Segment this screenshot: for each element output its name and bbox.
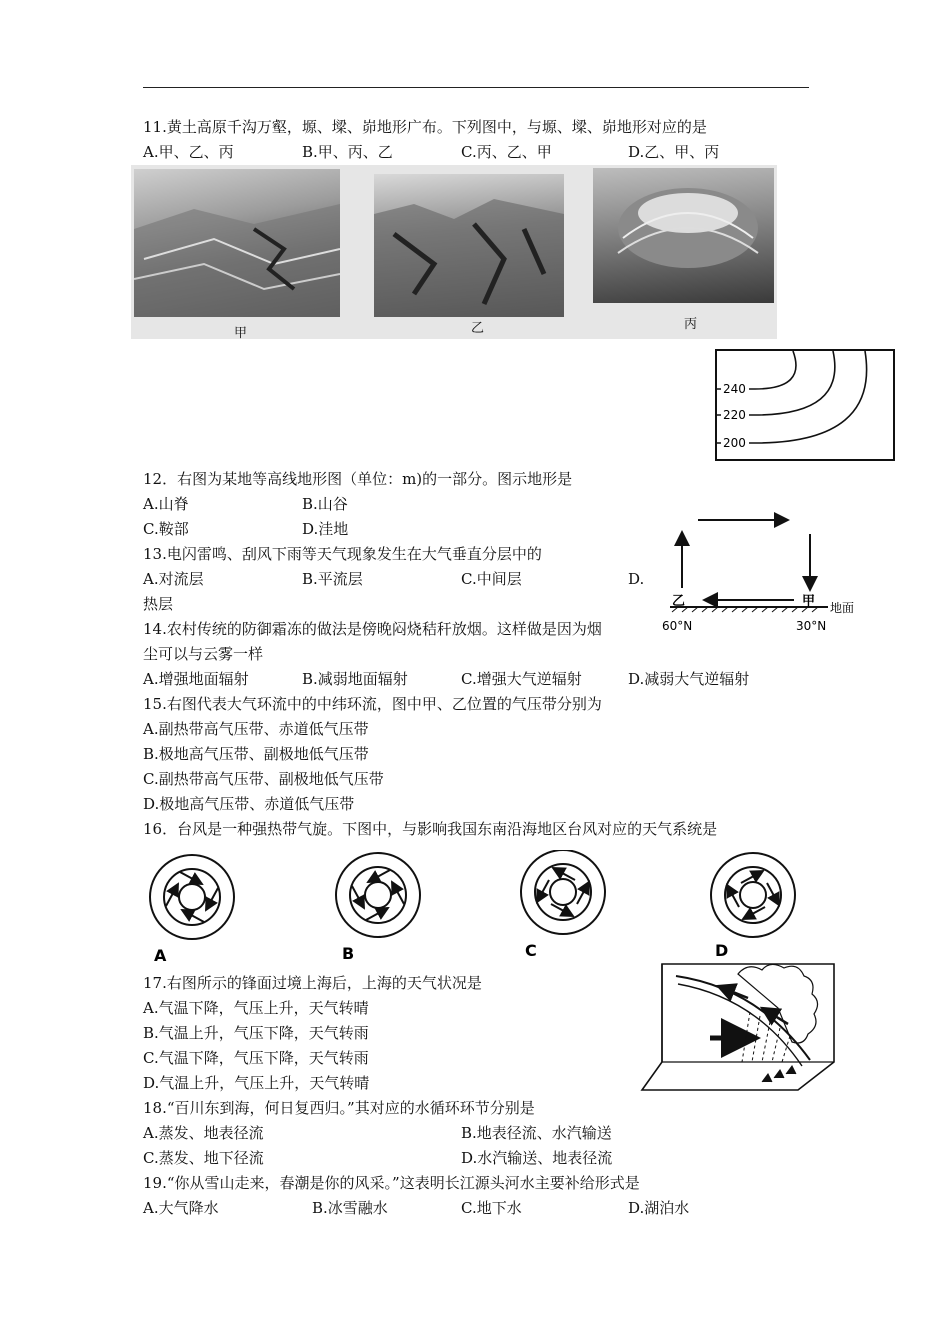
q18-option-c: C.蒸发、地下径流 (143, 1149, 264, 1167)
photo-bing (593, 168, 774, 303)
photo-label-bing: 丙 (684, 317, 698, 332)
contour-label-200: 200 (723, 436, 746, 450)
cyclone-b (336, 853, 420, 937)
contour-label-220: 220 (723, 408, 746, 422)
q18-option-b: B.地表径流、水汽输送 (461, 1124, 612, 1142)
cyclone-d (711, 853, 795, 937)
q11-option-a: A.甲、乙、丙 (143, 143, 234, 161)
q18-option-a: A.蒸发、地表径流 (143, 1124, 264, 1142)
q18-option-d: D.水汽输送、地表径流 (461, 1149, 613, 1167)
circulation-label-jia: 甲 (802, 594, 816, 609)
cyclone-label-d: D (715, 941, 729, 960)
contour-label-240: 240 (723, 382, 746, 396)
q13-option-a: A.对流层 (143, 570, 204, 588)
q13-option-d: D. (628, 570, 645, 588)
q17-option-a: A.气温下降，气压上升，天气转晴 (143, 999, 369, 1017)
cyclone-label-b: B (342, 944, 355, 963)
front-diagram (638, 962, 838, 1092)
q13-option-d-wrap: 热层 (143, 595, 174, 613)
q15-option-b: B.极地高气压带、副极地低气压带 (143, 745, 369, 763)
photo-jia (134, 169, 340, 317)
contour-map (715, 349, 895, 461)
q12-option-c: C.鞍部 (143, 520, 189, 538)
cyclone-a (150, 855, 234, 939)
q11-option-d: D.乙、甲、丙 (628, 143, 720, 161)
q15-stem: 15.右图代表大气环流中的中纬环流，图中甲、乙位置的气压带分别为 (143, 695, 602, 713)
q13-option-c: C.中间层 (461, 570, 522, 588)
header-rule (143, 87, 809, 88)
circulation-label-yi: 乙 (672, 594, 686, 609)
q15-option-c: C.副热带高气压带、副极地低气压带 (143, 770, 384, 788)
landform-photo-strip (131, 165, 777, 339)
circulation-diagram (660, 512, 866, 636)
q12-option-d: D.洼地 (302, 520, 349, 538)
q11-stem: 11.黄土高原千沟万壑，塬、墚、峁地形广布。下列图中，与塬、墚、峁地形对应的是 (143, 118, 707, 136)
q14-option-c: C.增强大气逆辐射 (461, 670, 582, 688)
circulation-lat-30n: 30°N (796, 619, 827, 633)
q12-option-b: B.山谷 (302, 495, 348, 513)
q17-stem: 17.右图所示的锋面过境上海后，上海的天气状况是 (143, 974, 482, 992)
q14-option-d: D.减弱大气逆辐射 (628, 670, 750, 688)
q14-option-a: A.增强地面辐射 (143, 670, 249, 688)
photo-yi (374, 174, 564, 317)
liang-landform-image (374, 174, 564, 317)
cyclone-c (521, 850, 605, 934)
q17-option-c: C.气温下降，气压下降，天气转雨 (143, 1049, 369, 1067)
mao-landform-image (593, 168, 774, 303)
q12-stem: 12．右图为某地等高线地形图（单位：m)的一部分。图示地形是 (143, 470, 573, 488)
q15-option-d: D.极地高气压带、赤道低气压带 (143, 795, 355, 813)
q12-option-a: A.山脊 (143, 495, 189, 513)
cyclone-diagrams (140, 850, 820, 965)
cyclone-label-a: A (154, 946, 167, 965)
q14-stem: 14.农村传统的防御霜冻的做法是傍晚闷烧秸秆放烟。这样做是因为烟 (143, 620, 602, 638)
q15-option-a: A.副热带高气压带、赤道低气压带 (143, 720, 369, 738)
q13-stem: 13.电闪雷鸣、刮风下雨等天气现象发生在大气垂直分层中的 (143, 545, 542, 563)
yuan-landform-image (134, 169, 340, 317)
cyclone-label-c: C (525, 941, 537, 960)
q19-option-c: C.地下水 (461, 1199, 522, 1217)
q19-stem: 19.“你从雪山走来，春潮是你的风采。”这表明长江源头河水主要补给形式是 (143, 1174, 640, 1192)
q18-stem: 18.“百川东到海，何日复西归。”其对应的水循环环节分别是 (143, 1099, 535, 1117)
circulation-ground-label: 地面 (830, 601, 855, 615)
q17-option-b: B.气温上升，气压下降，天气转雨 (143, 1024, 369, 1042)
photo-label-yi: 乙 (471, 321, 485, 336)
q17-option-d: D.气温上升，气压上升，天气转晴 (143, 1074, 370, 1092)
q19-option-b: B.冰雪融水 (312, 1199, 388, 1217)
q19-option-a: A.大气降水 (143, 1199, 219, 1217)
q14-option-b: B.减弱地面辐射 (302, 670, 408, 688)
circulation-lat-60n: 60°N (662, 619, 693, 633)
q19-option-d: D.湖泊水 (628, 1199, 690, 1217)
q11-option-b: B.甲、丙、乙 (302, 143, 393, 161)
q13-option-b: B.平流层 (302, 570, 363, 588)
q11-option-c: C.丙、乙、甲 (461, 143, 552, 161)
photo-label-jia: 甲 (234, 326, 248, 341)
q16-stem: 16．台风是一种强热带气旋。下图中，与影响我国东南沿海地区台风对应的天气系统是 (143, 820, 718, 838)
q14-stem-wrap: 尘可以与云雾一样 (143, 645, 264, 663)
